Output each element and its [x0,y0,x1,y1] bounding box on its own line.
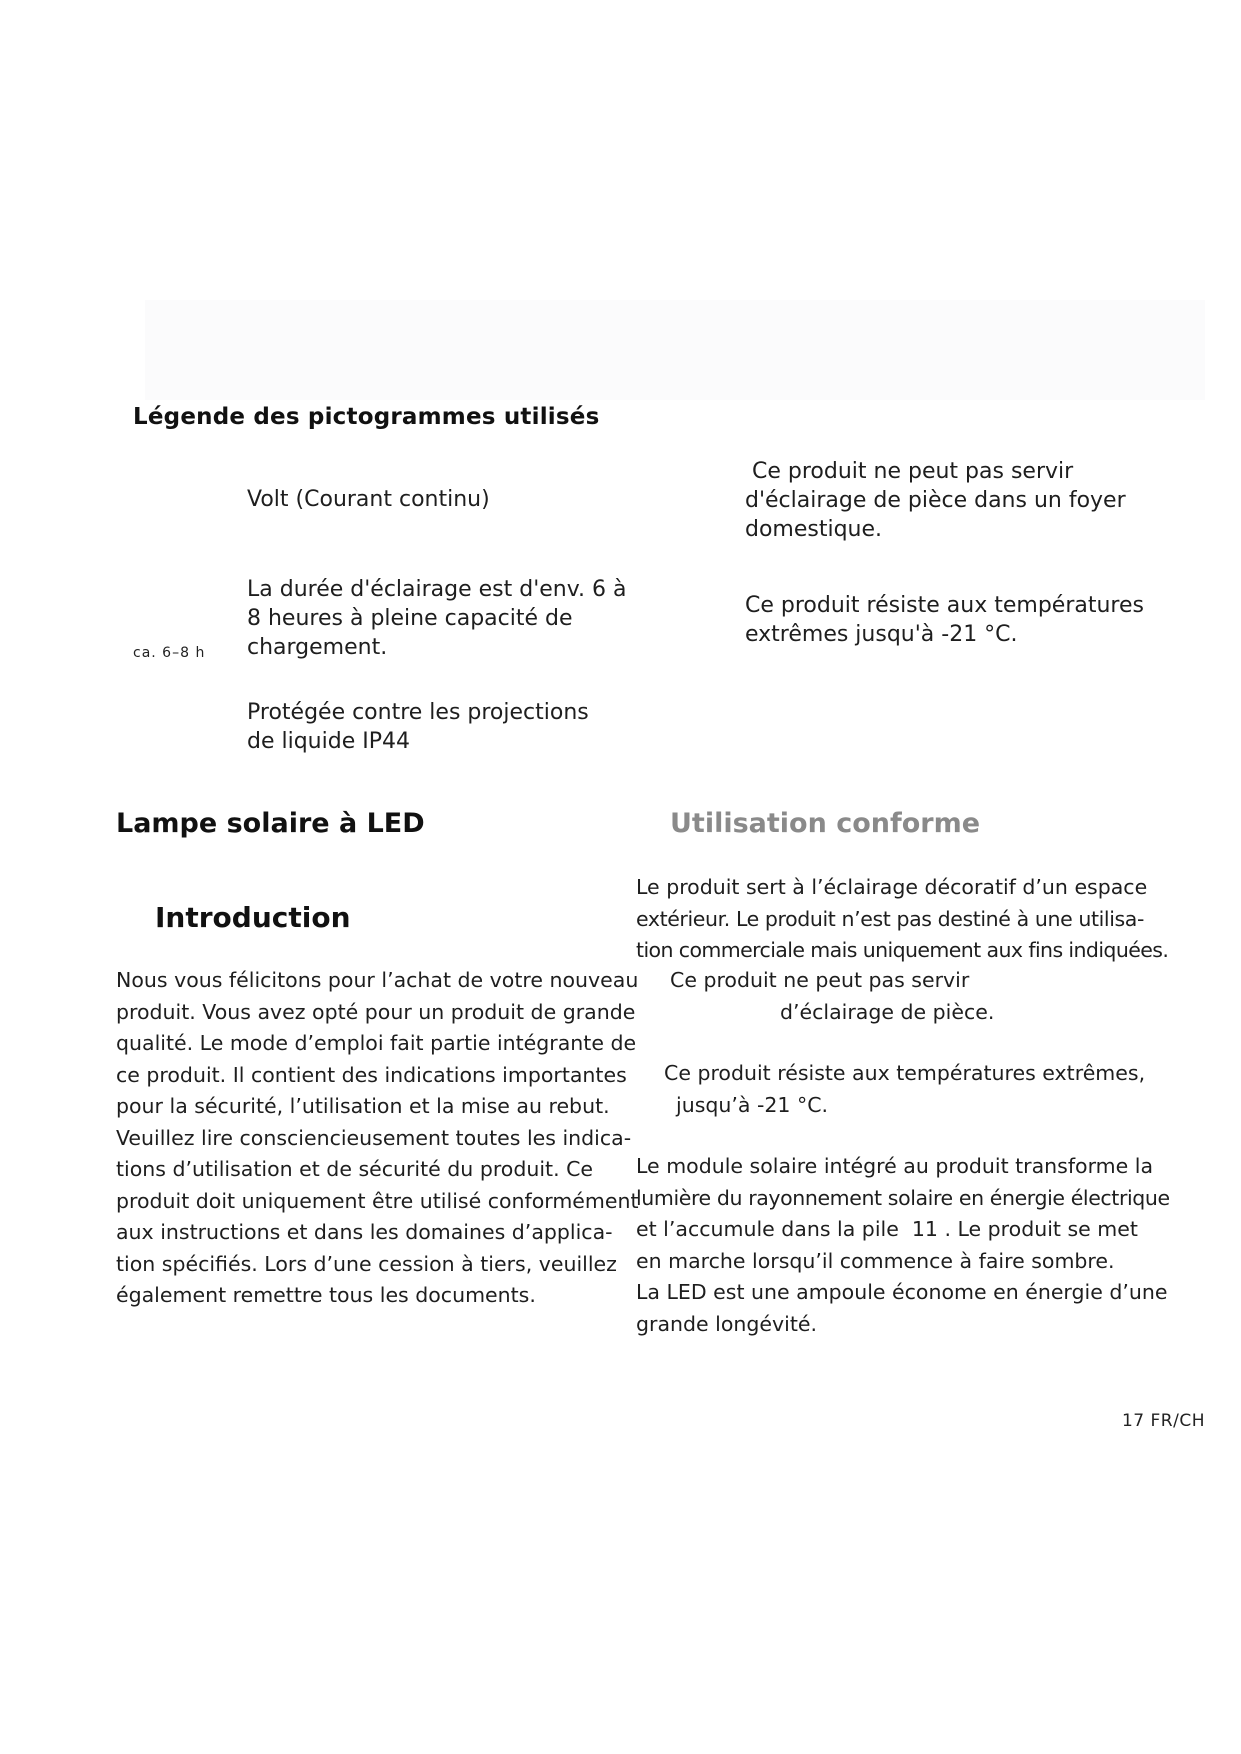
usage-line: et l’accumule dans la pile 11 . Le produit se met [636,1217,1138,1241]
legend-item-duration [247,575,627,662]
intro-line: pour la sécurité, l’utilisation et la mise au rebut. [116,1094,610,1118]
page-number: 17 FR/CH [1121,1411,1205,1431]
intro-line: Nous vous félicitons pour l’achat de votre nouveau [116,968,639,992]
legend-item-ip44 [247,698,589,756]
usage-line: grande longévité. [636,1311,817,1336]
legend-item-no-room-lighting-line: domestique. [745,517,883,542]
legend-item-temperature [745,591,1144,649]
background-band [145,300,1205,400]
legend-item-no-room-lighting [745,457,1126,544]
legend-item-duration-label: ca. 6–8 h [133,645,206,661]
intro-line: qualité. Le mode d’emploi fait partie intégrante de [116,1031,637,1055]
intro-line: tion spécifiés. Lors d’une cession à tiers, veuillez [116,1251,617,1276]
usage-line: tion commerciale mais uniquement aux fins indiquées. [636,938,1169,962]
legend-item-duration-line: 8 heures à pleine capacité de [247,606,573,631]
intro-line: aux instructions et dans les domaines d’applica- [116,1220,613,1244]
usage-line: extérieur. Le produit n’est pas destiné à une utilisa- [636,906,1144,931]
usage-note-temperature-line-2: jusqu’à -21 °C. [676,1093,829,1117]
usage-paragraph-1 [636,872,1168,967]
intro-line: Veuillez lire consciencieusement toutes les indica- [116,1125,632,1150]
usage-note-temperature-line-1: Ce produit résiste aux températures extrêmes, [664,1061,1146,1085]
intro-line: tions d’utilisation et de sécurité du produit. Ce [116,1157,594,1181]
legend-item-duration-line: La durée d'éclairage est d'env. 6 à [247,577,627,602]
usage-line: Le module solaire intégré au produit transforme la [636,1154,1154,1178]
usage-line: La LED est une ampoule économe en énergie d’une [636,1280,1168,1304]
legend-item-volt-line: Volt (Courant continu) [247,487,490,512]
usage-line: en marche lorsqu’il commence à faire sombre. [636,1248,1115,1273]
usage-note-room-lighting-line-2: d’éclairage de pièce. [780,1000,995,1024]
legend-item-no-room-lighting-line: d'éclairage de pièce dans un foyer [745,488,1126,513]
legend-item-ip44-line: de liquide IP44 [247,729,410,754]
legend-item-ip44-line: Protégée contre les projections [247,700,589,725]
intro-line: produit doit uniquement être utilisé conformément [116,1188,639,1213]
legend-item-duration-line: chargement. [247,635,388,660]
intro-line: produit. Vous avez opté pour un produit de grande [116,999,636,1024]
usage-line: Le produit sert à l’éclairage décoratif d’un espace [636,875,1148,899]
intro-paragraph [116,965,639,1312]
intro-line: également remettre tous les documents. [116,1283,536,1307]
usage-heading: Utilisation conforme [670,808,981,839]
usage-line: lumière du rayonnement solaire en énergie électrique [636,1185,1170,1210]
legend-item-temperature-line: Ce produit résiste aux températures [745,593,1144,618]
legend-item-temperature-line: extrêmes jusqu'à -21 °C. [745,622,1018,647]
product-title: Lampe solaire à LED [116,808,425,839]
legend-item-volt [247,485,490,514]
usage-paragraph-2 [636,1151,1170,1340]
intro-line: ce produit. Il contient des indications importantes [116,1062,627,1087]
usage-note-room-lighting-line-1: Ce produit ne peut pas servir [670,968,970,992]
legend-title: Légende des pictogrammes utilisés [133,404,600,430]
intro-heading: Introduction [155,901,351,934]
legend-item-no-room-lighting-line: Ce produit ne peut pas servir [745,459,1074,484]
